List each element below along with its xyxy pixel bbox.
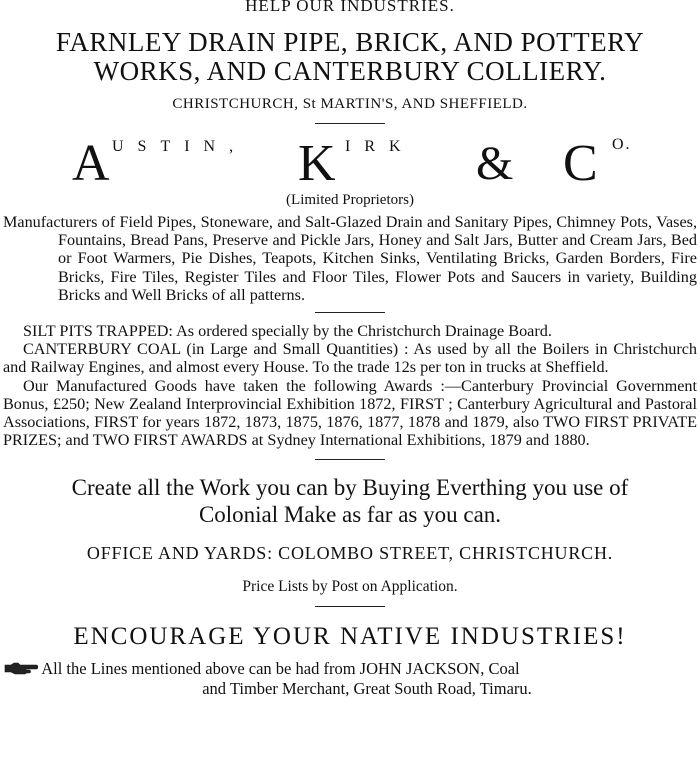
firm-name (0, 136, 700, 198)
header-tagline: HELP OUR INDUSTRIES. (245, 0, 455, 15)
slogan-line-2: Colonial Make as far as you can. (198, 502, 502, 528)
title-line-1: FARNLEY DRAIN PIPE, BRICK, AND POTTERY (55, 27, 645, 57)
office-address: OFFICE AND YARDS: COLOMBO STREET, CHRISTCHURCH. (86, 543, 614, 564)
firm-ustin: USTIN, (112, 138, 248, 155)
title-line-2: WORKS, AND CANTERBURY COLLIERY. (93, 56, 607, 86)
divider (315, 459, 385, 460)
firm-irk: IRK (345, 138, 415, 155)
divider (315, 123, 385, 124)
slogan-line-1: Create all the Work you can by Buying Everthing you use of (71, 475, 629, 501)
footer-line-1 (4, 659, 700, 679)
divider (315, 606, 385, 607)
firm-letter-a: A (72, 135, 110, 192)
firm-o-superscript: O. (612, 136, 632, 153)
manufactures-list: Manufacturers of Field Pipes, Stoneware, and Salt-Glazed Drain and Sanitary Pipes, Chimney Pots, Vases, Fountains, Bread Pans, Preserve and Pickle Jars, Honey and Salt Jars, Butter and Cream Jars, Bed or Foot Warmers, Pie Dishes, Teapots, Kitchen Sinks, Ventilating Bricks, Garden Borders, Fire Bricks, Fire Tiles, Register Tiles and Floor Tiles, Flower Pots and Saucers in variety, Building Bricks and Well Bricks of all patterns. (3, 213, 697, 304)
firm-ampersand: & (476, 137, 514, 190)
pointing-hand-icon (4, 661, 38, 675)
proprietors: (Limited Proprietors) (286, 192, 414, 208)
price-lists: Price Lists by Post on Application. (242, 578, 458, 596)
firm-letter-c: C (563, 135, 598, 192)
footer-text-1: All the Lines mentioned above can be had from JOHN JACKSON, Coal (41, 659, 520, 679)
awards-notice: Our Manufactured Goods have taken the following Awards :—Canterbury Provincial Government Bonus, £250; New Zealand Interprovincial Exhibition 1872, FIRST ; Canterbury Agricultural and Pastoral Associations, FIRST for years 1872, 1873, 1875, 1876, 1877, 1878 and 1879, also TWO FIRST PRIVATE PRIZES; and TWO FIRST AWARDS at Sydney International Exhibitions, 1879 and 1880. (3, 376, 697, 450)
footer-line-2: and Timber Merchant, Great South Road, Timaru. (202, 679, 532, 699)
encourage-slogan: ENCOURAGE YOUR NATIVE INDUSTRIES! (73, 623, 627, 651)
silt-pits-notice: SILT PITS TRAPPED: As ordered specially by the Christchurch Drainage Board. (23, 322, 552, 341)
body-paragraphs (3, 322, 697, 449)
divider (315, 312, 385, 313)
footer-notice (4, 659, 700, 699)
firm-letter-k: K (298, 135, 336, 192)
canterbury-coal-notice: CANTERBURY COAL (in Large and Small Quantities) : As used by all the Boilers in Christchurch and Railway Engines, and almost every House. To the trade 12s per ton in trucks at Sheffield. (3, 340, 697, 377)
locations: CHRISTCHURCH, St MARTIN'S, AND SHEFFIELD. (172, 96, 528, 112)
